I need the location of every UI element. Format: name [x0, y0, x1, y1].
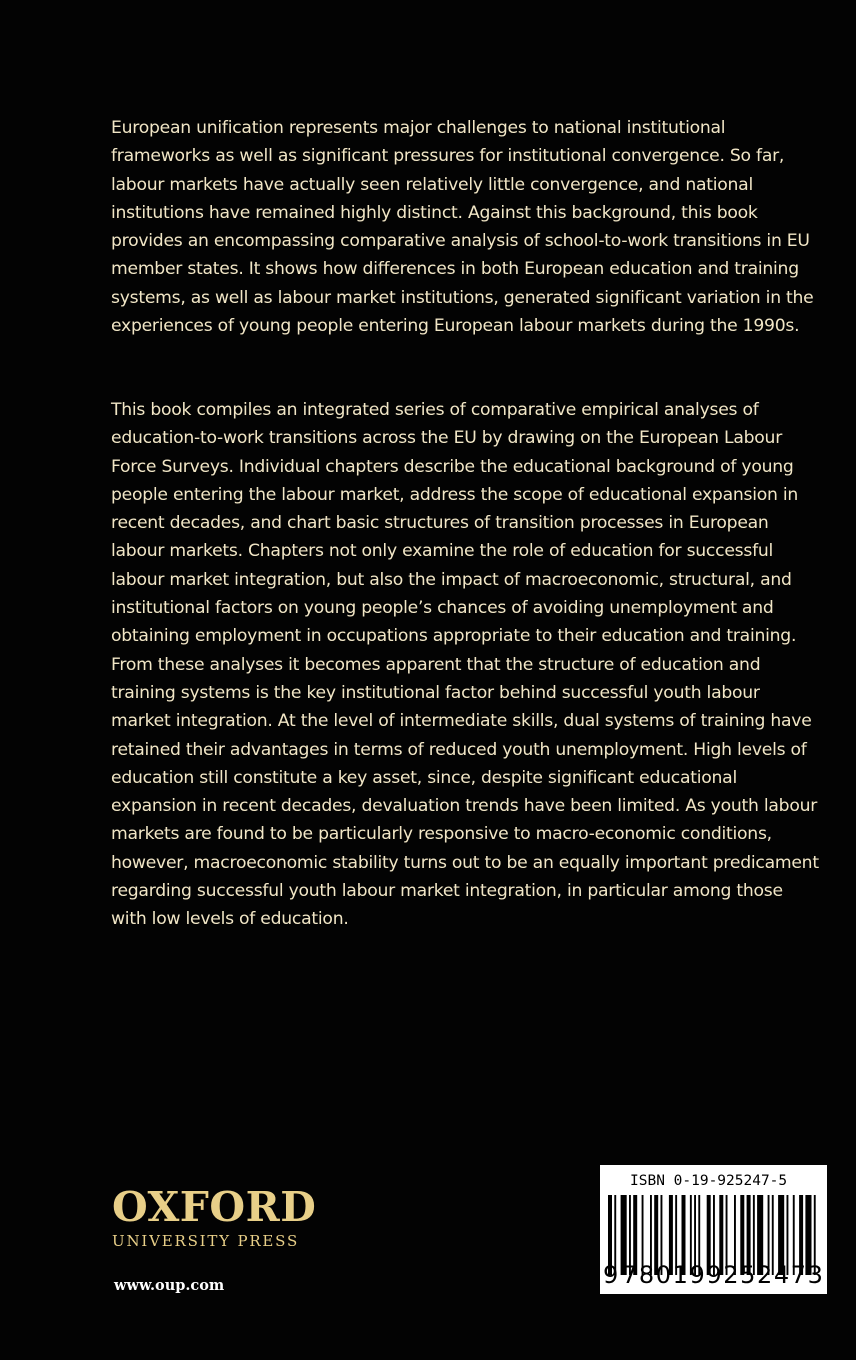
barcode-panel — [600, 1165, 827, 1294]
description-paragraph-1: European unification represents major challenges to national institutional frameworks as well as significant pressures for institutional convergence. So far, labour markets have actually seen relatively little convergence, and national institutions have remained highly distinct. Against this background, this book provides an encompassing comparative analysis of school-to-work transitions in EU member states. It shows how differences in both European education and training systems, as well as labour market institutions, generated significant variation in the experiences of young people entering European labour markets during the 1990s. — [111, 118, 814, 337]
publisher-url[interactable]: www.oup.com — [114, 1277, 225, 1294]
publisher-subtitle: UNIVERSITY PRESS — [112, 1232, 300, 1250]
isbn-label: ISBN 0-19-925247-5 — [630, 1173, 788, 1189]
ean-remaining-digits: 780199252473 — [622, 1261, 825, 1289]
publisher-name: OXFORD — [112, 1183, 317, 1231]
ean-first-digit: 9 — [603, 1261, 619, 1289]
description-paragraph-2: This book compiles an integrated series of comparative empirical analyses of education-to-work transitions across the EU by drawing on the European Labour Force Surveys. Individual chapters describe the educational background of young people entering the labour market, address the scope of educational expansion in recent decades, and chart basic structures of transition processes in European labour markets. Chapters not only examine the role of education for successful labour market integration, but also the impact of macroeconomic, structural, and institutional factors on young people’s chances of avoiding unemployment and obtaining employment in occupations appropriate to their education and training. From these analyses it becomes apparent that the structure of education and training systems is the key institutional factor behind successful youth labour market integration. At the level of intermediate skills, dual systems of training have retained their advantages in terms of reduced youth unemployment. High levels of education still constitute a key asset, since, despite significant educational expansion in recent decades, devaluation trends have been limited. As youth labour markets are found to be particularly responsive to macro-economic conditions, however, macroeconomic stability turns out to be an equally important predicament regarding successful youth labour market integration, in particular among those with low levels of education. — [111, 400, 819, 930]
publisher-logo — [112, 1185, 316, 1250]
